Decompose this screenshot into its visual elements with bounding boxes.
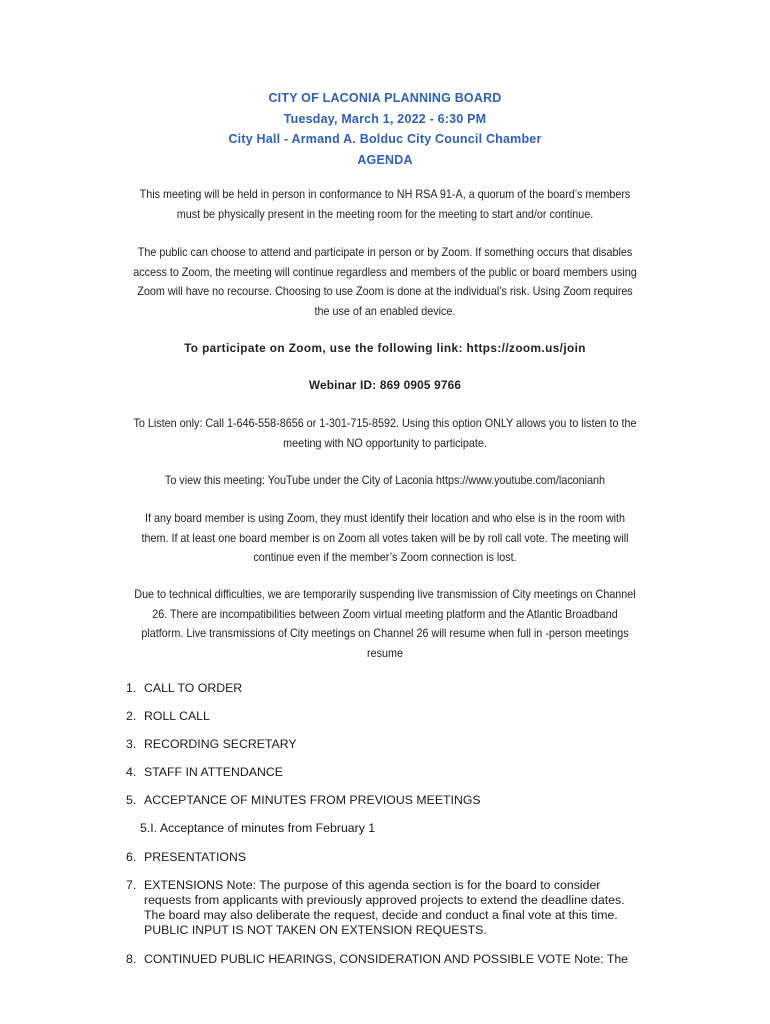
agenda-item-text-block	[144, 878, 625, 938]
agenda-item	[126, 952, 646, 967]
paragraph-line: continue even if the member’s Zoom connection is lost.	[253, 551, 517, 564]
zoom-link-paragraph	[95, 339, 675, 359]
agenda-heading: AGENDA	[357, 152, 413, 167]
agenda-item-text: ACCEPTANCE OF MINUTES FROM PREVIOUS MEETINGS	[144, 793, 481, 807]
agenda-item	[126, 681, 646, 696]
agenda-item-line: The board may also deliberate the request, decide and conduct a final vote at this time.	[144, 908, 618, 922]
agenda-item-number: 6.	[126, 850, 137, 864]
agenda-item-text: CONTINUED PUBLIC HEARINGS, CONSIDERATION AND POSSIBLE VOTE Note: The	[144, 952, 629, 966]
agenda-item	[126, 793, 646, 808]
agenda-item-line: requests from applicants with previously approved projects to extend the deadline dates.	[144, 893, 625, 907]
paragraph-line: To Listen only: Call 1-646-558-8656 or 1-301-715-8592. Using this option ONLY allows you to listen to the	[133, 417, 637, 430]
quorum-paragraph	[115, 185, 654, 224]
agenda-item-text: RECORDING SECRETARY	[144, 737, 297, 751]
agenda-item-number: 4.	[126, 765, 137, 779]
paragraph-line: platform. Live transmissions of City meetings on Channel 26 will resume when full in -person meetings	[141, 627, 629, 640]
document-header	[0, 88, 770, 170]
meeting-date-heading: Tuesday, March 1, 2022 - 6:30 PM	[283, 111, 487, 126]
agenda-item	[126, 850, 646, 865]
youtube-text: To view this meeting: YouTube under the City of Laconia https://www.youtube.com/laconianh	[164, 474, 606, 487]
zoom-link-text: To participate on Zoom, use the following link: https://zoom.us/join	[184, 341, 586, 355]
paragraph-line: access to Zoom, the meeting will continue regardless and members of the public or board members using	[133, 265, 637, 279]
paragraph-line: Due to technical difficulties, we are temporarily suspending live transmission of City meetings on Channel	[134, 588, 636, 601]
board-name-heading: CITY OF LACONIA PLANNING BOARD	[268, 91, 502, 105]
paragraph-line: the use of an enabled device.	[314, 304, 456, 318]
board-zoom-paragraph	[115, 509, 654, 568]
paragraph-line: 26. There are incompatibilities between Zoom virtual meeting platform and the Atlantic Broadband	[152, 607, 618, 621]
paragraph-line: resume	[367, 646, 403, 660]
webinar-id-paragraph	[95, 376, 675, 396]
agenda-item-line: EXTENSIONS Note: The purpose of this agenda section is for the board to consider	[144, 878, 601, 892]
agenda-item	[126, 709, 646, 724]
paragraph-line: them. If at least one board member is on Zoom all votes taken will be by roll call vote. The meeting will	[141, 531, 629, 545]
paragraph-line: Zoom will have no recourse. Choosing to use Zoom is done at the individual’s risk. Using Zoom requires	[137, 285, 633, 298]
webinar-id-text: Webinar ID: 869 0905 9766	[308, 378, 462, 392]
agenda-item-number: 7.	[126, 878, 137, 892]
agenda-item	[126, 765, 646, 780]
agenda-subitem: 5.I. Acceptance of minutes from February 1	[140, 821, 376, 835]
paragraph-line: must be physically present in the meeting room for the meeting to start and/or continue.	[176, 207, 594, 221]
agenda-item-number: 2.	[126, 709, 137, 723]
agenda-item	[126, 737, 646, 752]
meeting-location-heading: City Hall - Armand A. Bolduc City Council Chamber	[228, 132, 542, 146]
public-choice-paragraph	[115, 243, 654, 321]
agenda-item-number: 8.	[126, 952, 137, 966]
agenda-item-number: 1.	[126, 681, 137, 695]
paragraph-line: meeting with NO opportunity to participate.	[283, 436, 487, 450]
agenda-item-text: ROLL CALL	[144, 709, 210, 723]
paragraph-line: This meeting will be held in person in conformance to NH RSA 91-A, a quorum of the board’s members	[139, 188, 631, 201]
technical-difficulties-paragraph	[115, 585, 654, 663]
paragraph-line: The public can choose to attend and participate in person or by Zoom. If something occurs that disables	[137, 246, 633, 259]
agenda-item-text: PRESENTATIONS	[144, 850, 247, 864]
agenda-item-text: CALL TO ORDER	[144, 681, 243, 695]
agenda-item-line: PUBLIC INPUT IS NOT TAKEN ON EXTENSION REQUESTS.	[144, 923, 487, 937]
paragraph-line: If any board member is using Zoom, they must identify their location and who else is in the room with	[144, 512, 626, 525]
agenda-item-text: STAFF IN ATTENDANCE	[144, 765, 283, 779]
agenda-item-number: 5.	[126, 793, 137, 807]
agenda-item	[126, 878, 646, 938]
agenda-item-number: 3.	[126, 737, 137, 751]
listen-only-paragraph	[115, 414, 654, 453]
youtube-paragraph	[115, 471, 654, 491]
